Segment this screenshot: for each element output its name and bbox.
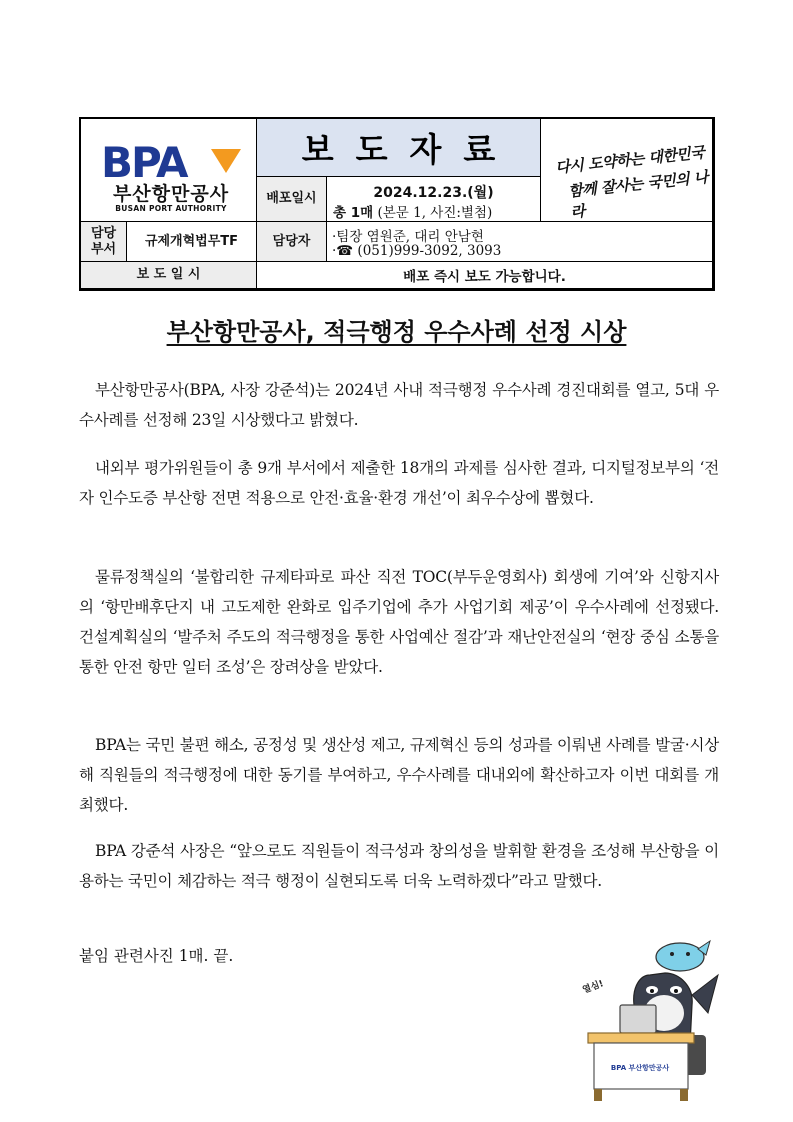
logo-mark-text: BPA <box>101 139 187 183</box>
distribution-label: 배포일시 <box>266 191 317 207</box>
orca-fin <box>692 975 718 1013</box>
distribution-date: 2024.12.23.(월) <box>373 185 494 201</box>
page-count-total: 총 1매 <box>333 205 374 221</box>
laptop-icon <box>620 1005 656 1033</box>
contact-label-cell <box>257 222 327 262</box>
logo-name-ko: 부산항만공사 <box>112 183 230 205</box>
dept-label-cell <box>81 222 127 262</box>
body-paragraph-5: BPA 강준석 사장은 “앞으로도 직원들이 적극성과 창의성을 발휘할 환경을 조성해 부산항을 이용하는 국민이 체감하는 적극 행정이 실현되도록 더욱 노력하겠다”라고 말했다. <box>79 842 719 890</box>
distribution-label-cell <box>257 177 327 222</box>
desk-label: BPA 부산항만공사 <box>610 1064 670 1072</box>
page-count-detail: (본문 1, 사진:별첨) <box>373 205 493 221</box>
slogan-line-1: 다시 도약하는 대한민국 <box>554 143 705 177</box>
contact-phone-line: ·☎ (051)999-3092, 3093 <box>332 243 502 259</box>
distribution-value-cell <box>327 177 541 222</box>
contact-value-cell <box>327 222 713 262</box>
contact-label: 담당자 <box>272 233 311 249</box>
release-value-cell <box>257 262 713 289</box>
headline-text: 부산항만공사, 적극행정 우수사례 선정 시상 <box>166 318 627 346</box>
logo-cell <box>81 119 257 222</box>
slogan-line-2: 함께 잘사는 국민의 나라 <box>567 167 709 222</box>
body-paragraph-4: BPA는 국민 불편 해소, 공정성 및 생산성 제고, 규제혁신 등의 성과를 이뤄낸 사례를 발굴·시상해 직원들의 적극행정에 대한 동기를 부여하고, 우수사례를 대내외에 확산하고자 이번 대회를 개최했다. <box>79 736 719 814</box>
headline <box>0 312 793 347</box>
body-paragraph-2: 내외부 평가위원들이 총 9개 부서에서 제출한 18개의 과제를 심사한 결과, 디지털정보부의 ‘전자 인수도증 부산항 전면 적용으로 안전·효율·환경 개선’이 최우수상에 뽑혔다. <box>79 459 719 507</box>
dept-label-line-2: 부서 <box>90 241 117 257</box>
body-paragraph-1: 부산항만공사(BPA, 사장 강준석)는 2024년 사내 적극행정 우수사례 경진대회를 열고, 5대 우수사례를 선정해 23일 시상했다고 밝혔다. <box>79 381 719 429</box>
dept-value: 규제개혁법무TF <box>144 233 239 249</box>
press-release-header-table <box>79 117 715 291</box>
phone-icon: ☎ <box>336 243 354 259</box>
dept-value-cell <box>127 222 257 262</box>
desk-top <box>588 1033 694 1043</box>
slogan-cell <box>541 119 713 222</box>
logo-triangle-icon <box>211 149 241 173</box>
release-label: 보 도 일 시 <box>136 267 201 283</box>
release-value: 배포 즉시 보도 가능합니다. <box>403 269 566 285</box>
doc-title-cell <box>257 119 541 177</box>
release-label-cell <box>81 262 257 289</box>
mascot-exclaim: 열심! <box>581 979 605 996</box>
logo-name-en: BUSAN PORT AUTHORITY <box>115 204 227 213</box>
attachment-note: 붙임 관련사진 1매. 끝. <box>79 947 234 965</box>
contact-phone: (051)999-3092, 3093 <box>357 243 502 259</box>
dept-label-line-1: 담당 <box>90 225 117 241</box>
dept-label <box>81 222 126 261</box>
small-seal-body <box>656 943 704 971</box>
page-count <box>333 201 492 221</box>
body-paragraph-3: 물류정책실의 ‘불합리한 규제타파로 파산 직전 TOC(부두운영회사) 회생에 기여’와 신항지사의 ‘항만배후단지 내 고도제한 완화로 입주기업에 추가 사업기회 제공’이 우수사례에 선정됐다. 건설계획실의 ‘발주처 주도의 적극행정을 통한 사업예산 절감’과 재난안전실의 ‘현장 중심 소통을 통한 안전 항만 일터 조성’은 장려상을 받았다. <box>79 568 719 676</box>
bpa-logo-icon <box>101 139 241 183</box>
mascot-illustration <box>580 935 730 1105</box>
contact-people: ·팀장 염원준, 대리 안남현 <box>332 229 484 245</box>
doc-title: 보도자료 <box>301 130 518 169</box>
